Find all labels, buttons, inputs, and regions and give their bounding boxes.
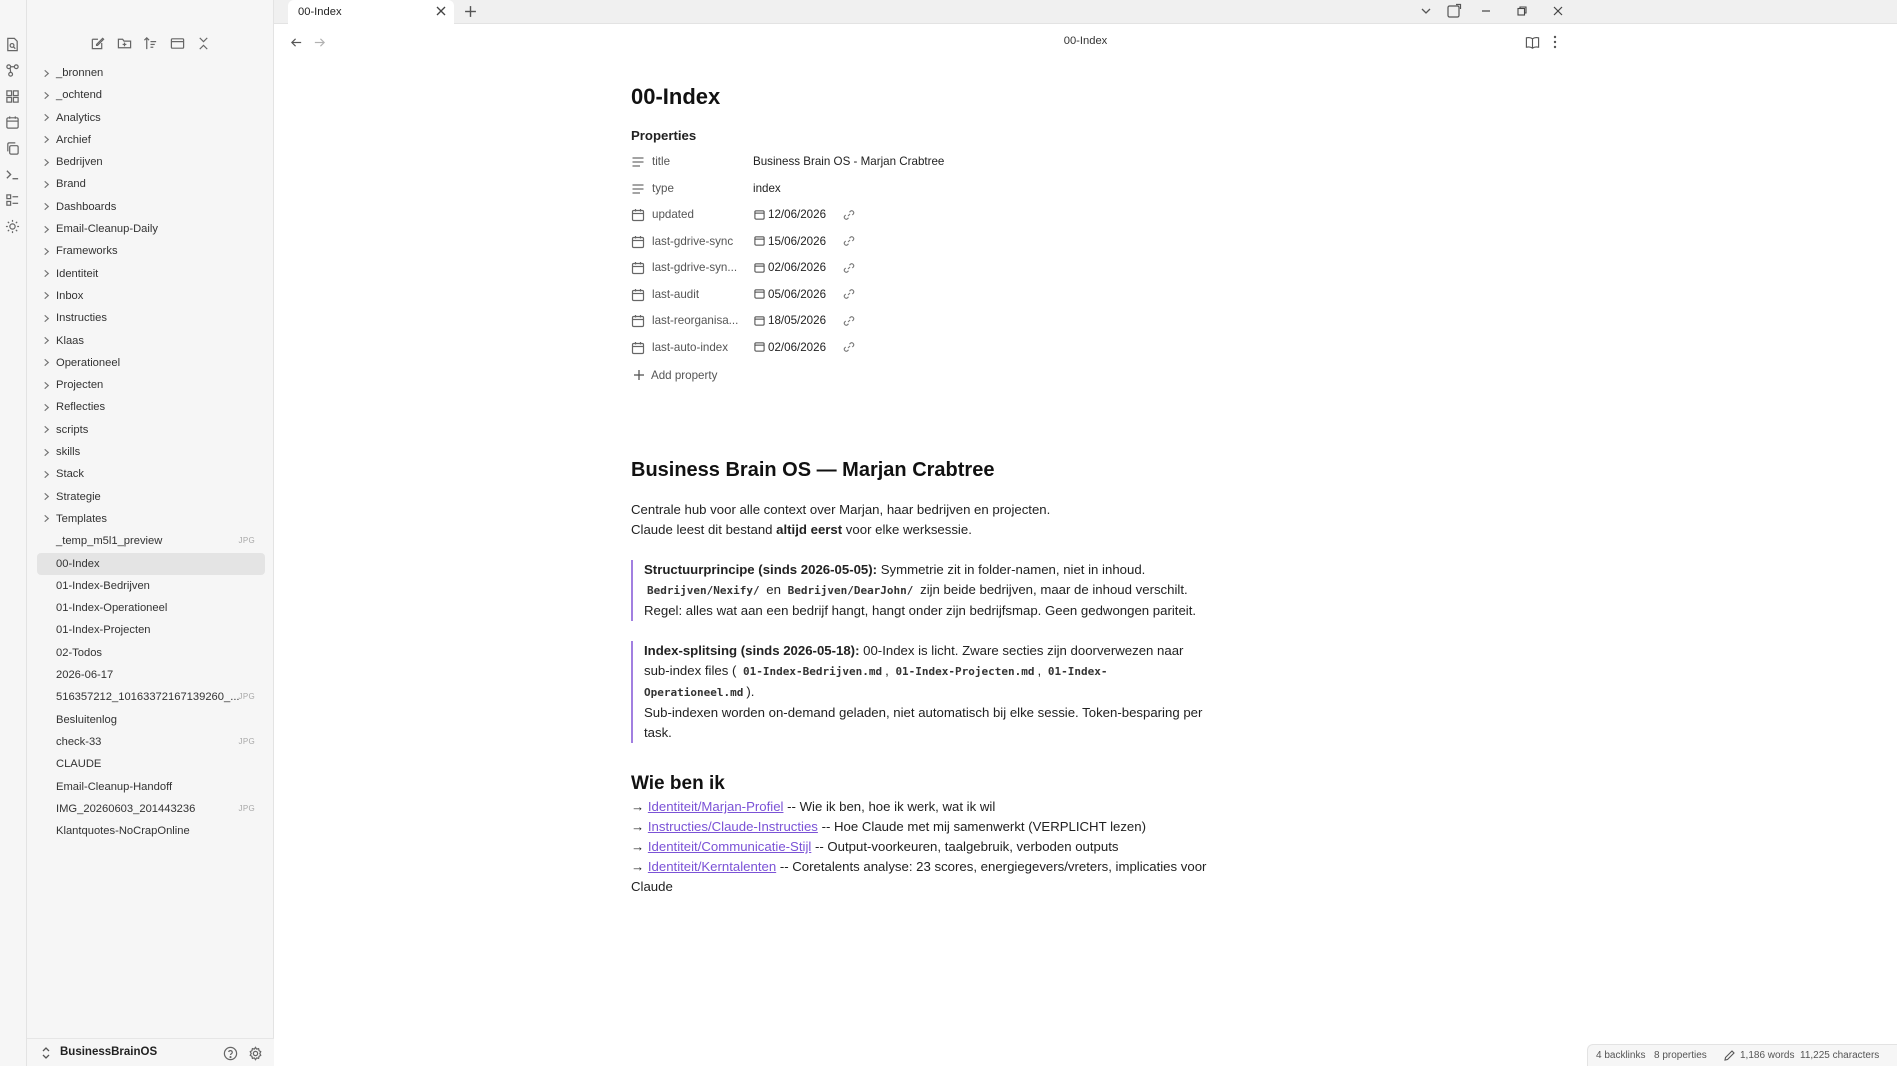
more-options-icon[interactable] xyxy=(1547,34,1563,50)
tree-item-label: 01-Index-Bedrijven xyxy=(56,579,150,592)
tree-folder[interactable] xyxy=(37,84,265,106)
view-header-title[interactable]: 00-Index xyxy=(1063,35,1108,47)
chevron-right-icon[interactable] xyxy=(41,380,51,390)
tree-folder[interactable] xyxy=(37,396,265,418)
callout-structuurprincipe[interactable] xyxy=(631,560,1211,621)
tree-folder[interactable] xyxy=(37,374,265,396)
tree-file[interactable] xyxy=(37,642,265,664)
arrow-glyph: → xyxy=(631,859,645,874)
arrow-glyph: → xyxy=(631,799,645,814)
callout1-text3: Regel: alles wat aan een bedrijf hangt, hangt onder zijn bedrijfsmap. Geen gedwongen pariteit. xyxy=(644,603,1197,618)
wie-ben-ik-links xyxy=(631,797,1211,897)
chevron-right-icon[interactable] xyxy=(41,492,51,502)
arrow-glyph: → xyxy=(631,839,645,854)
tree-item-label: _ochtend xyxy=(56,89,103,102)
tree-item-label: Brand xyxy=(56,178,86,191)
templates-copy-icon[interactable] xyxy=(2,138,22,158)
tree-item-label: 02-Todos xyxy=(56,646,103,659)
file-extension-badge: JPG xyxy=(238,692,255,702)
property-date-value[interactable]: 18/05/2026 xyxy=(768,314,827,327)
arrow-glyph: → xyxy=(631,819,645,834)
date-picker-icon[interactable] xyxy=(753,208,765,220)
tree-item-label: Inbox xyxy=(56,289,84,302)
callout-index-splitsing[interactable]: Index-splitsing (sinds 2026-05-18): 00-Index is licht. Zware secties zijn doorverwezen naar sub-index files ( 01-Index-Bedrijven.md , 01-Index-Projecten.md , 01-Index-Operationeel.md ). Sub-indexen worden on-demand geladen, niet automatisch bij elke sessie. Token-besparing per task. xyxy=(631,641,1211,743)
status-properties[interactable]: 8 properties xyxy=(1654,1050,1707,1061)
chevron-right-icon[interactable] xyxy=(41,135,51,145)
text-property-icon[interactable] xyxy=(631,155,645,169)
file-extension-badge: JPG xyxy=(238,536,255,546)
tree-folder[interactable] xyxy=(37,218,265,240)
tree-item-label: Templates xyxy=(56,512,107,525)
property-value[interactable]: index xyxy=(753,181,781,195)
chevron-right-icon[interactable] xyxy=(41,447,51,457)
file-extension-badge: JPG xyxy=(238,736,255,746)
tree-folder[interactable] xyxy=(37,263,265,285)
property-row-type[interactable] xyxy=(631,176,1211,203)
add-property-button[interactable] xyxy=(631,363,1211,389)
date-picker-icon[interactable] xyxy=(753,261,765,273)
property-date-value[interactable]: 12/06/2026 xyxy=(768,208,827,221)
property-row-last-gdrive-sync[interactable] xyxy=(631,229,1211,256)
internal-link[interactable]: Identiteit/Communicatie-Stijl xyxy=(647,839,812,854)
intro-line-2-pre: Claude leest dit bestand xyxy=(631,522,777,537)
chevron-right-icon[interactable] xyxy=(41,202,51,212)
tree-file[interactable] xyxy=(37,575,265,597)
chevron-right-icon[interactable] xyxy=(41,157,51,167)
tree-folder[interactable] xyxy=(37,441,265,463)
link-icon[interactable] xyxy=(842,208,855,221)
tab-00-index[interactable] xyxy=(288,0,454,24)
tree-folder[interactable] xyxy=(37,486,265,508)
property-row-last-auto-index[interactable] xyxy=(631,335,1211,362)
calendar-property-icon[interactable] xyxy=(631,235,645,249)
tree-item-label: Besluitenlog xyxy=(56,713,117,726)
plus-icon xyxy=(633,369,645,381)
property-key[interactable]: last-gdrive-sync xyxy=(652,234,734,248)
tree-item-label: Stack xyxy=(56,468,84,481)
tree-file[interactable] xyxy=(37,709,265,731)
callout2-code1: 01-Index-Bedrijven.md xyxy=(743,665,883,678)
calendar-property-icon[interactable] xyxy=(631,261,645,275)
date-picker-icon[interactable] xyxy=(753,341,765,353)
note-content xyxy=(631,84,1211,897)
link-line xyxy=(631,797,1211,817)
chevron-right-icon[interactable] xyxy=(41,113,51,123)
file-extension-badge: JPG xyxy=(238,803,255,813)
tree-folder[interactable] xyxy=(37,240,265,262)
auto-reveal-icon[interactable] xyxy=(167,33,187,53)
sort-icon[interactable] xyxy=(140,33,160,53)
close-icon[interactable] xyxy=(434,4,448,18)
tree-folder[interactable] xyxy=(37,196,265,218)
link-icon[interactable] xyxy=(842,341,855,354)
minimize-icon[interactable] xyxy=(1476,2,1496,20)
note-title[interactable]: 00-Index xyxy=(631,84,721,109)
tree-folder[interactable] xyxy=(37,285,265,307)
graph-view-icon[interactable] xyxy=(2,60,22,80)
chevron-right-icon[interactable] xyxy=(41,425,51,435)
new-note-icon[interactable] xyxy=(87,33,107,53)
tree-item-label: Instructies xyxy=(56,312,107,325)
tree-file[interactable] xyxy=(37,553,265,575)
callout2-code3: 01-Index-Operationeel.md xyxy=(644,665,1108,699)
chevron-right-icon[interactable] xyxy=(41,402,51,412)
tree-file[interactable] xyxy=(37,776,265,798)
link-icon[interactable] xyxy=(842,288,855,301)
tree-file[interactable] xyxy=(37,664,265,686)
tree-item-label: 516357212_10163372167139260_... xyxy=(56,691,240,704)
chevron-right-icon[interactable] xyxy=(41,246,51,256)
property-row-title[interactable] xyxy=(631,149,1211,176)
status-bar xyxy=(1587,1044,1897,1066)
tree-folder[interactable] xyxy=(37,307,265,329)
vault-switcher[interactable] xyxy=(27,1038,274,1066)
property-date-value[interactable]: 02/06/2026 xyxy=(768,261,827,274)
property-key[interactable]: title xyxy=(652,155,671,168)
status-backlinks[interactable]: 4 backlinks xyxy=(1596,1050,1646,1061)
add-property-label: Add property xyxy=(651,369,718,382)
new-tab-plus-icon[interactable] xyxy=(462,3,478,19)
terminal-icon[interactable] xyxy=(2,164,22,184)
tree-item-label: scripts xyxy=(56,423,89,436)
tree-folder[interactable] xyxy=(37,62,265,84)
list-checks-icon[interactable] xyxy=(2,190,22,210)
callout2-code2: 01-Index-Projecten.md xyxy=(895,665,1035,678)
tree-item-label: IMG_20260603_201443236 xyxy=(56,802,196,815)
collapse-all-icon[interactable] xyxy=(193,33,213,53)
properties-list xyxy=(631,149,1211,361)
calendar-property-icon[interactable] xyxy=(631,288,645,302)
tree-folder[interactable] xyxy=(37,330,265,352)
tree-file[interactable] xyxy=(37,753,265,775)
intro-line-2-bold: altijd eerst xyxy=(776,522,843,537)
property-date-value[interactable]: 15/06/2026 xyxy=(768,234,827,248)
tree-item-label: Dashboards xyxy=(56,200,117,213)
gear-icon[interactable] xyxy=(247,1045,263,1061)
editor-pane xyxy=(274,24,1897,1066)
tree-item-label: Operationeel xyxy=(56,356,121,369)
tree-item-label: check-33 xyxy=(56,735,102,748)
tree-folder[interactable] xyxy=(37,419,265,441)
calendar-icon[interactable] xyxy=(2,112,22,132)
property-row-updated[interactable] xyxy=(631,202,1211,229)
open-quick-switcher-icon[interactable] xyxy=(2,34,22,54)
callout1-text2: zijn beide bedrijven, maar de inhoud verschilt. xyxy=(916,582,1188,597)
property-key[interactable]: updated xyxy=(652,208,694,221)
link-line xyxy=(631,817,1211,837)
callout2-text2: ). xyxy=(746,684,755,699)
link-icon[interactable] xyxy=(842,314,855,327)
restore-icon[interactable] xyxy=(1512,2,1532,20)
callout1-text1: Symmetrie zit in folder-namen, niet in inhoud. xyxy=(877,562,1146,577)
property-row-last-audit[interactable] xyxy=(631,282,1211,309)
tree-item-label: Reflecties xyxy=(56,401,106,414)
tree-file[interactable] xyxy=(37,820,265,842)
property-key[interactable]: last-auto-index xyxy=(652,340,729,354)
note-heading[interactable]: Business Brain OS — Marjan Crabtree xyxy=(631,459,995,481)
callout1-bold: Structuurprincipe (sinds 2026-05-05): xyxy=(644,562,878,577)
link-description: -- Coretalents analyse: 23 scores, energiegevers/vreters, implicaties voor Claude xyxy=(631,859,1207,894)
callout1-code1: Bedrijven/Nexify/ xyxy=(647,584,760,597)
chevron-right-icon[interactable] xyxy=(41,68,51,78)
brightness-icon[interactable] xyxy=(2,216,22,236)
chevron-right-icon[interactable] xyxy=(41,514,51,524)
callout2-bold: Index-splitsing (sinds 2026-05-18): xyxy=(644,643,860,658)
intro-line-2-post: voor elke werksessie. xyxy=(842,522,972,537)
tab-bar xyxy=(274,0,1897,24)
callout2-text3: Sub-indexen worden on-demand geladen, niet automatisch bij elke sessie. Token-besparing per task. xyxy=(644,705,1203,740)
file-tree xyxy=(37,62,265,842)
callout1-mid: en xyxy=(762,582,785,597)
tree-file[interactable] xyxy=(37,798,265,820)
properties-heading[interactable]: Properties xyxy=(631,128,697,143)
link-description: -- Output-voorkeuren, taalgebruik, verboden outputs xyxy=(811,839,1119,854)
tree-item-label: 01-Index-Operationeel xyxy=(56,602,168,615)
callout2-text1: 00-Index is licht. Zware secties zijn doorverwezen naar sub-index files ( xyxy=(644,643,1184,678)
tree-folder[interactable] xyxy=(37,151,265,173)
tree-file[interactable] xyxy=(37,686,265,708)
vault-name[interactable]: BusinessBrainOS xyxy=(60,1046,158,1058)
tree-item-label: 2026-06-17 xyxy=(56,669,114,682)
property-date-value[interactable]: 05/06/2026 xyxy=(768,287,827,301)
chevron-right-icon[interactable] xyxy=(41,269,51,279)
help-icon[interactable] xyxy=(222,1045,238,1061)
link-description: -- Wie ik ben, hoe ik werk, wat ik wil xyxy=(783,799,996,814)
tree-item-label: Archief xyxy=(56,133,91,146)
chevron-right-icon[interactable] xyxy=(41,90,51,100)
calendar-property-icon[interactable] xyxy=(631,314,645,328)
tree-item-label: Email-Cleanup-Daily xyxy=(56,223,158,236)
property-value[interactable]: Business Brain OS - Marjan Crabtree xyxy=(753,155,945,168)
tree-file[interactable] xyxy=(37,619,265,641)
link-description: -- Hoe Claude met mij samenwerkt (VERPLICHT lezen) xyxy=(817,819,1146,834)
link-line xyxy=(631,837,1211,857)
chevron-right-icon[interactable] xyxy=(41,358,51,368)
chevron-right-icon[interactable] xyxy=(41,469,51,479)
property-key[interactable]: last-gdrive-syn... xyxy=(652,261,738,274)
tree-folder[interactable] xyxy=(37,463,265,485)
tree-file[interactable] xyxy=(37,530,265,552)
tree-folder[interactable] xyxy=(37,173,265,195)
intro-line-1: Centrale hub voor alle context over Marjan, haar bedrijven en projecten. xyxy=(631,502,1051,517)
calendar-property-icon[interactable] xyxy=(631,208,645,222)
tree-item-label: 00-Index xyxy=(56,557,100,570)
chevron-up-down-icon[interactable] xyxy=(39,1046,53,1060)
tree-item-label: Identiteit xyxy=(56,267,99,280)
intro-paragraph[interactable] xyxy=(631,500,1211,540)
text-property-icon[interactable] xyxy=(631,182,645,196)
property-row-last-gdrive-syn[interactable] xyxy=(631,255,1211,282)
new-folder-icon[interactable] xyxy=(114,33,134,53)
internal-link[interactable]: Identiteit/Marjan-Profiel xyxy=(647,799,784,814)
tree-item-label: skills xyxy=(56,446,81,459)
left-ribbon xyxy=(0,0,27,1066)
pencil-edit-icon[interactable] xyxy=(1722,1049,1735,1062)
chevron-right-icon[interactable] xyxy=(41,291,51,301)
window-close-icon[interactable] xyxy=(1548,2,1568,20)
tree-item-label: Email-Cleanup-Handoff xyxy=(56,780,173,793)
tree-item-label: Klaas xyxy=(56,334,84,347)
date-picker-icon[interactable] xyxy=(753,288,765,300)
sync-icon[interactable] xyxy=(1444,2,1464,20)
date-picker-icon[interactable] xyxy=(753,235,765,247)
date-picker-icon[interactable] xyxy=(753,314,765,326)
tree-folder[interactable] xyxy=(37,129,265,151)
tree-item-label: CLAUDE xyxy=(56,758,102,771)
property-key[interactable]: type xyxy=(652,181,674,195)
chevron-right-icon[interactable] xyxy=(41,313,51,323)
tree-item-label: Bedrijven xyxy=(56,156,103,169)
link-icon[interactable] xyxy=(842,235,855,248)
callout1-code2: Bedrijven/DearJohn/ xyxy=(787,584,914,597)
file-explorer xyxy=(27,0,274,1066)
tree-folder[interactable] xyxy=(37,352,265,374)
tree-item-label: _bronnen xyxy=(56,67,104,79)
property-key[interactable]: last-reorganisa... xyxy=(652,314,739,327)
status-words: 1,186 words xyxy=(1740,1050,1795,1061)
chevron-right-icon[interactable] xyxy=(41,179,51,189)
tree-item-label: Strategie xyxy=(56,490,101,503)
tree-file[interactable] xyxy=(37,731,265,753)
tree-item-label: 01-Index-Projecten xyxy=(56,624,151,637)
internal-link[interactable]: Instructies/Claude-Instructies xyxy=(647,819,818,834)
tree-item-label: Frameworks xyxy=(56,245,118,258)
calendar-property-icon[interactable] xyxy=(631,341,645,355)
tree-file[interactable] xyxy=(37,597,265,619)
reading-view-book-icon[interactable] xyxy=(1524,34,1540,50)
tab-title: 00-Index xyxy=(298,6,342,18)
property-row-last-reorganisa[interactable] xyxy=(631,308,1211,335)
section-wie-ben-ik[interactable]: Wie ben ik xyxy=(631,773,725,794)
link-line xyxy=(631,857,1211,897)
tree-folder[interactable] xyxy=(37,508,265,530)
tree-item-label: _temp_m5l1_preview xyxy=(56,535,163,548)
property-date-value[interactable]: 02/06/2026 xyxy=(768,340,827,354)
link-icon[interactable] xyxy=(842,261,855,274)
tree-item-label: Analytics xyxy=(56,111,101,124)
chevron-right-icon[interactable] xyxy=(41,336,51,346)
status-characters: 11,225 characters xyxy=(1800,1050,1880,1061)
tree-item-label: Projecten xyxy=(56,379,104,392)
canvas-icon[interactable] xyxy=(2,86,22,106)
property-key[interactable]: last-audit xyxy=(652,287,700,301)
internal-link[interactable]: Identiteit/Kerntalenten xyxy=(647,859,777,874)
tree-item-label: Klantquotes-NoCrapOnline xyxy=(56,825,190,838)
tree-folder[interactable] xyxy=(37,107,265,129)
tab-list-chevron-down-icon[interactable] xyxy=(1416,2,1436,20)
chevron-right-icon[interactable] xyxy=(41,224,51,234)
